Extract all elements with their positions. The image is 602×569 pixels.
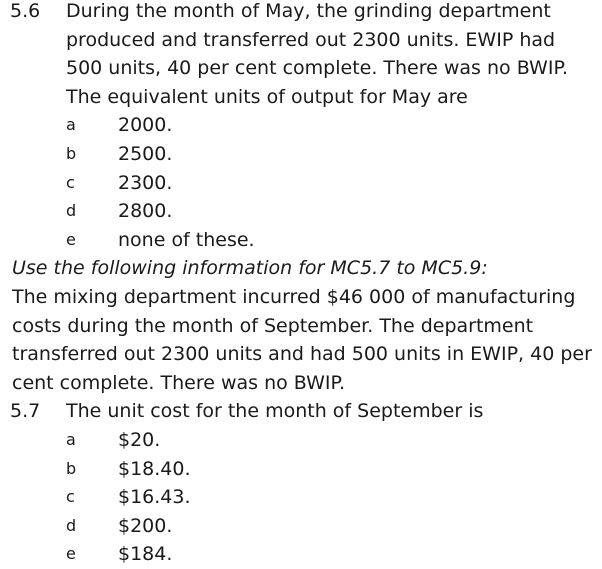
option-letter: b	[66, 458, 77, 478]
section-intro: Use the following information for MC5.7 to MC5.9:	[12, 257, 488, 280]
paragraph-line: The mixing department incurred $46 000 of manufacturing	[12, 285, 576, 308]
option-letter: a	[66, 429, 76, 449]
question-line: During the month of May, the grinding department	[66, 0, 551, 22]
question-line: The equivalent units of output for May are	[66, 85, 468, 108]
option-letter: b	[66, 143, 77, 163]
option-b	[0, 140, 602, 169]
option-c	[0, 169, 602, 198]
option-text: 2500.	[118, 142, 173, 165]
option-e	[0, 226, 602, 255]
option-text: 2000.	[118, 114, 173, 137]
question-number: 5.6	[10, 0, 41, 22]
option-text: $16.43.	[118, 486, 191, 509]
option-text: $184.	[118, 543, 173, 566]
option-letter: e	[66, 544, 76, 564]
option-a	[0, 426, 602, 455]
question-line: The unit cost for the month of September is	[66, 400, 484, 423]
question-5-6-options	[0, 111, 602, 254]
option-c	[0, 483, 602, 512]
option-e	[0, 540, 602, 569]
option-letter: d	[66, 515, 77, 535]
option-d	[0, 512, 602, 541]
paragraph-line: costs during the month of September. The department	[12, 314, 534, 337]
option-b	[0, 455, 602, 484]
question-line: 500 units, 40 per cent complete. There was no BWIP.	[66, 57, 568, 80]
option-d	[0, 197, 602, 226]
question-number: 5.7	[10, 400, 41, 423]
option-letter: e	[66, 229, 76, 249]
option-text: 2300.	[118, 171, 173, 194]
question-5-6	[0, 0, 602, 111]
option-text: 2800.	[118, 200, 173, 223]
option-text: none of these.	[118, 228, 255, 251]
option-text: $20.	[118, 428, 161, 451]
option-letter: c	[66, 172, 75, 192]
information-paragraph	[0, 283, 602, 397]
question-line: produced and transferred out 2300 units. EWIP had	[66, 28, 556, 51]
paragraph-line: cent complete. There was no BWIP.	[12, 371, 346, 394]
option-text: $18.40.	[118, 457, 191, 480]
option-a	[0, 111, 602, 140]
paragraph-line: transferred out 2300 units and had 500 units in EWIP, 40 per	[12, 343, 592, 366]
option-text: $200.	[118, 514, 173, 537]
question-5-7-options	[0, 426, 602, 569]
option-letter: c	[66, 487, 75, 507]
option-letter: a	[66, 115, 76, 135]
question-5-7	[0, 397, 602, 426]
option-letter: d	[66, 201, 77, 221]
